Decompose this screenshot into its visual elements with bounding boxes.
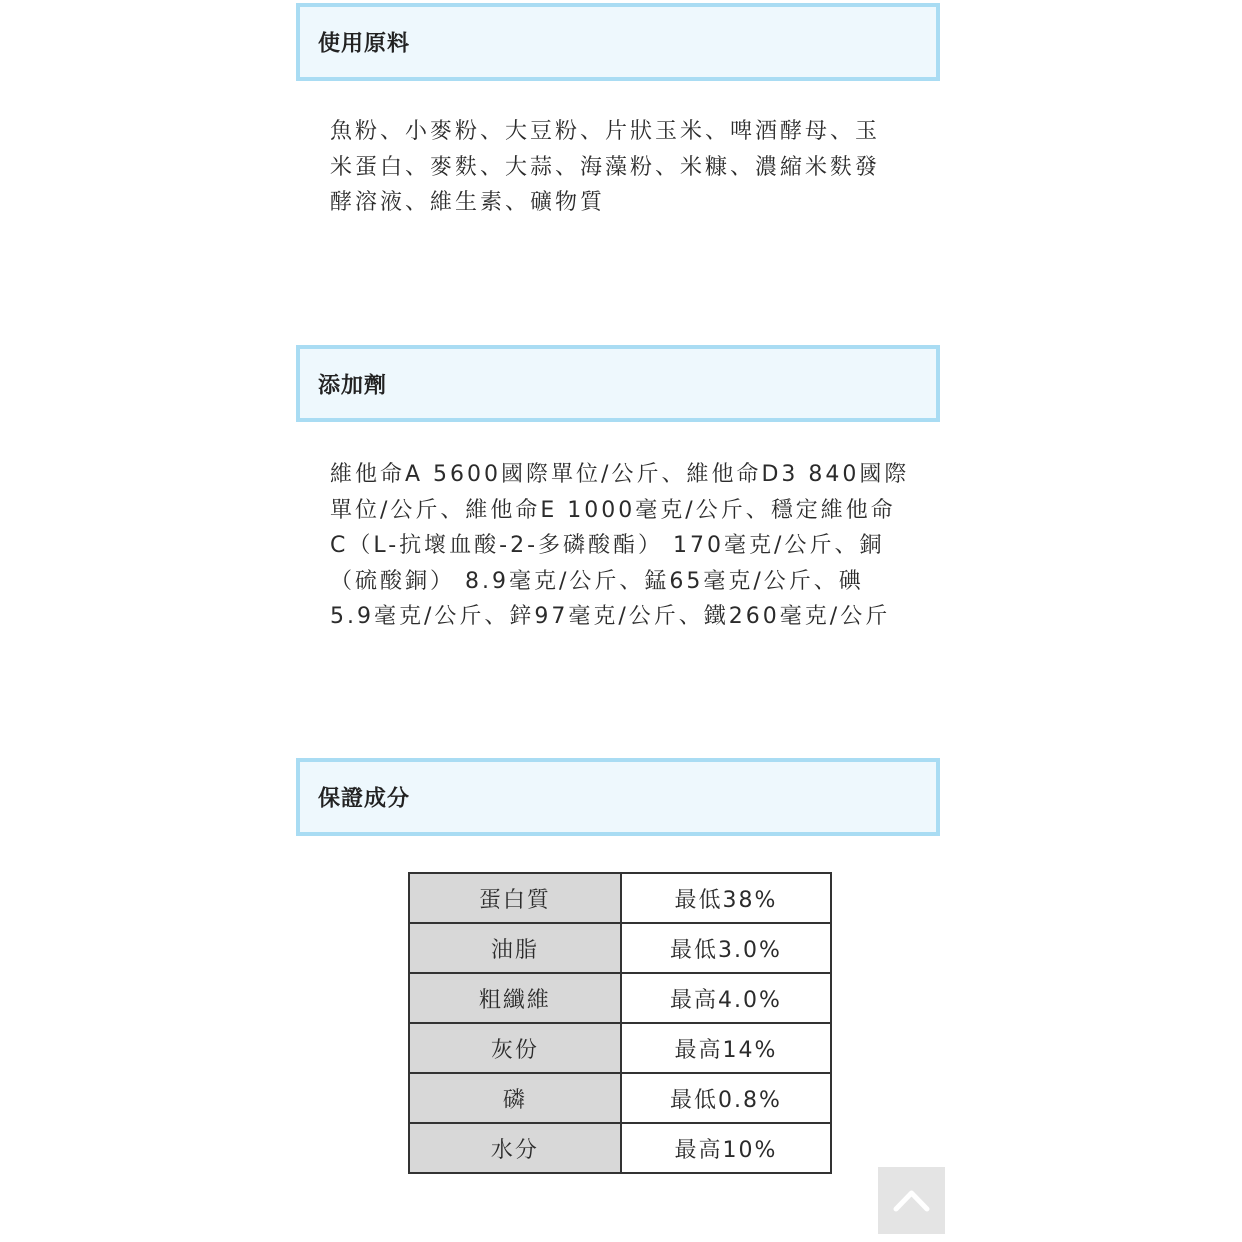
nutrient-value: 最高4.0% [621, 973, 831, 1023]
nutrient-name: 蛋白質 [409, 873, 621, 923]
ingredients-header [296, 3, 940, 81]
ingredients-line: 魚粉、小麥粉、大豆粉、片狀玉米、啤酒酵母、玉 [330, 119, 881, 144]
guaranteed-analysis-table [408, 872, 832, 1174]
nutrient-value: 最低38% [621, 873, 831, 923]
nutrient-name: 灰份 [409, 1023, 621, 1073]
guaranteed-analysis-header [296, 758, 940, 836]
guaranteed-analysis-title: 保證成分 [318, 786, 411, 812]
additives-title: 添加劑 [318, 373, 388, 398]
table-row [409, 1023, 831, 1073]
additives-line: 維他命A 5600國際單位/公斤、維他命D3 840國際 [330, 462, 910, 487]
nutrient-value: 最高14% [621, 1023, 831, 1073]
nutrient-name: 油脂 [409, 923, 621, 973]
table-row [409, 923, 831, 973]
additives-line: C（L-抗壞血酸-2-多磷酸酯） 170毫克/公斤、銅 [330, 533, 885, 558]
nutrient-name: 水分 [409, 1123, 621, 1173]
back-to-top-button[interactable] [878, 1167, 945, 1234]
additives-text [330, 457, 912, 635]
table-row [409, 1123, 831, 1173]
table-row [409, 973, 831, 1023]
ingredients-title: 使用原料 [318, 31, 411, 57]
table-row [409, 873, 831, 923]
nutrient-value: 最低3.0% [621, 923, 831, 973]
ingredients-line: 酵溶液、維生素、礦物質 [330, 190, 606, 215]
table-row [409, 1073, 831, 1123]
additives-line: （硫酸銅） 8.9毫克/公斤、錳65毫克/公斤、碘 [330, 568, 864, 594]
nutrient-value: 最低0.8% [621, 1073, 831, 1123]
ingredients-line: 米蛋白、麥麩、大蒜、海藻粉、米糠、濃縮米麩發 [330, 154, 881, 180]
additives-line: 單位/公斤、維他命E 1000毫克/公斤、穩定維他命 [330, 497, 896, 523]
chevron-up-icon [892, 1185, 931, 1215]
nutrient-value: 最高10% [621, 1123, 831, 1173]
additives-header [296, 345, 940, 422]
ingredients-text [330, 114, 912, 221]
nutrient-name: 粗纖維 [409, 973, 621, 1023]
nutrient-name: 磷 [409, 1073, 621, 1123]
additives-line: 5.9毫克/公斤、鋅97毫克/公斤、鐵260毫克/公斤 [330, 604, 891, 629]
